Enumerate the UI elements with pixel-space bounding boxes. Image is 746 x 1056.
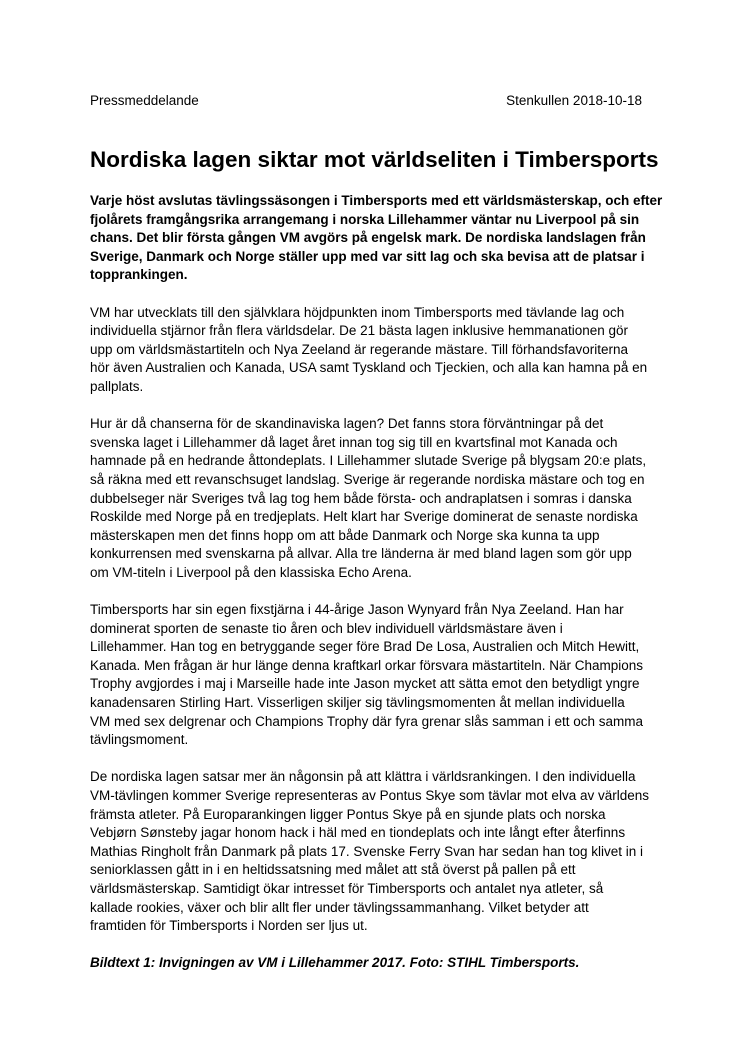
paragraph-line: VM har utvecklats till den självklara höjdpunkten inom Timbersports med tävlande lag och xyxy=(90,304,625,320)
paragraph-line: individuella stjärnor från flera världsdelar. De 21 bästa lagen inklusive hemmanationen gör xyxy=(90,323,629,339)
paragraph-line: dominerat sporten de senaste tio åren och blev individuell världsmästare även i xyxy=(90,620,563,636)
paragraph-line: framtiden för Timbersports i Norden ser ljus ut. xyxy=(90,918,368,934)
page-title: Nordiska lagen siktar mot världseliten i Timbersports xyxy=(90,147,659,172)
lead-paragraph xyxy=(90,192,663,285)
lead-line: fjolårets framgångsrika arrangemang i norska Lillehammer väntar nu Liverpool på sin xyxy=(90,211,640,227)
paragraph-line: så räkna med ett revanschsuget landslag. Sverige är regerande nordiska mästare och tog en xyxy=(90,471,645,487)
lead-line: Sverige, Danmark och Norge ställer upp med var sitt lag och ska bevisa att de platsar i xyxy=(90,248,645,264)
paragraph-line: tävlingsmoment. xyxy=(90,732,189,748)
paragraph-line: dubbelseger när Sveriges två lag tog hem både första- och andraplatsen i somras i danska xyxy=(90,490,632,506)
body-paragraph-3 xyxy=(90,601,642,750)
paragraph-line: kanadensaren Stirling Hart. Visserligen skiljer sig tävlingsmomenten åt mellan individuella xyxy=(90,695,625,711)
paragraph-line: Timbersports har sin egen fixstjärna i 44-årige Jason Wynyard från Nya Zeeland. Han har xyxy=(90,602,624,618)
paragraph-line: konkurrensen med svenskarna på allvar. Alla tre länderna är med bland lagen som gör upp xyxy=(90,546,632,562)
paragraph-line: Kanada. Men frågan är hur länge denna kraftkarl orkar försvara mästartiteln. När Champions xyxy=(90,657,644,673)
paragraph-line: kallade rookies, växer och blir allt fler under tävlingssammanhang. Vilket betyder att xyxy=(90,899,589,915)
paragraph-line: De nordiska lagen satsar mer än någonsin på att klättra i världsrankingen. I den individuella xyxy=(90,769,636,785)
paragraph-line: Lillehammer. Han tog en betryggande seger före Brad De Losa, Australien och Mitch Hewitt, xyxy=(90,639,640,655)
paragraph-line: Vebjørn Sønsteby jagar honom hack i häl med en tiondeplats och inte långt efter återfinns xyxy=(90,825,626,841)
body-paragraph-1 xyxy=(90,304,648,397)
paragraph-line: upp om världsmästartiteln och Nya Zeeland är regerande mästare. Till förhandsfavoriterna xyxy=(90,341,629,357)
paragraph-line: om VM-titeln i Liverpool på den klassiska Echo Arena. xyxy=(90,564,412,580)
paragraph-line: Roskilde med Norge på en tredjeplats. Helt klart har Sverige dominerat de senaste nordiska xyxy=(90,509,638,525)
paragraph-line: hör även Australien och Kanada, USA samt Tyskland och Tjeckien, och alla kan hamna på en xyxy=(90,360,648,376)
lead-line: topprankingen. xyxy=(90,267,188,283)
paragraph-line: VM-tävlingen kommer Sverige representeras av Pontus Skye som tävlar mot elva av världens xyxy=(90,788,649,803)
lead-line: chans. Det blir första gången VM avgörs på engelsk mark. De nordiska landslagen från xyxy=(90,230,646,246)
paragraph-line: främsta atleter. På Europarankingen ligger Pontus Skye på en sjunde plats och norska xyxy=(90,806,606,822)
paragraph-line: världsmästerskap. Samtidigt ökar intresset för Timbersports och antalet nya atleter, så xyxy=(90,880,604,896)
image-caption: Bildtext 1: Invigningen av VM i Lillehammer 2017. Foto: STIHL Timbersports. xyxy=(90,955,580,971)
paragraph-line: seniorklassen gått in i en heltidssatsning med målet att stå överst på pallen på ett xyxy=(90,862,576,878)
paragraph-line: mästerskapen men det finns hopp om att både Danmark och Norge ska kunna ta upp xyxy=(90,527,600,543)
body-paragraph-4 xyxy=(90,768,649,935)
document-page xyxy=(90,92,663,973)
place-date-label: Stenkullen 2018-10-18 xyxy=(506,93,642,108)
paragraph-line: hamnade på en hedrande åttondeplats. I Lillehammer slutade Sverige på blygsam 20:e plats, xyxy=(90,453,647,469)
paragraph-line: Hur är då chanserna för de skandinaviska lagen? Det fanns stora förväntningar på det xyxy=(90,416,604,432)
document-header xyxy=(90,92,642,109)
document-type-label: Pressmeddelande xyxy=(90,93,199,108)
paragraph-line: pallplats. xyxy=(90,378,144,394)
body-paragraph-2 xyxy=(90,415,647,582)
paragraph-line: VM med sex delgrenar och Champions Trophy där fyra grenar slås samman i ett och samma xyxy=(90,713,643,729)
paragraph-line: svenska laget i Lillehammer då laget året innan tog sig till en kvartsfinal mot Kanada och xyxy=(90,434,618,450)
paragraph-line: Trophy avgjordes i maj i Marseille hade inte Jason mycket att sätta emot den betydligt yngre xyxy=(90,676,640,692)
paragraph-line: Mathias Ringholt från Danmark på plats 17. Svenske Ferry Svan har sedan han tog klivet in i xyxy=(90,843,644,859)
lead-line: Varje höst avslutas tävlingssäsongen i Timbersports med ett världsmästerskap, och efter xyxy=(90,193,663,208)
